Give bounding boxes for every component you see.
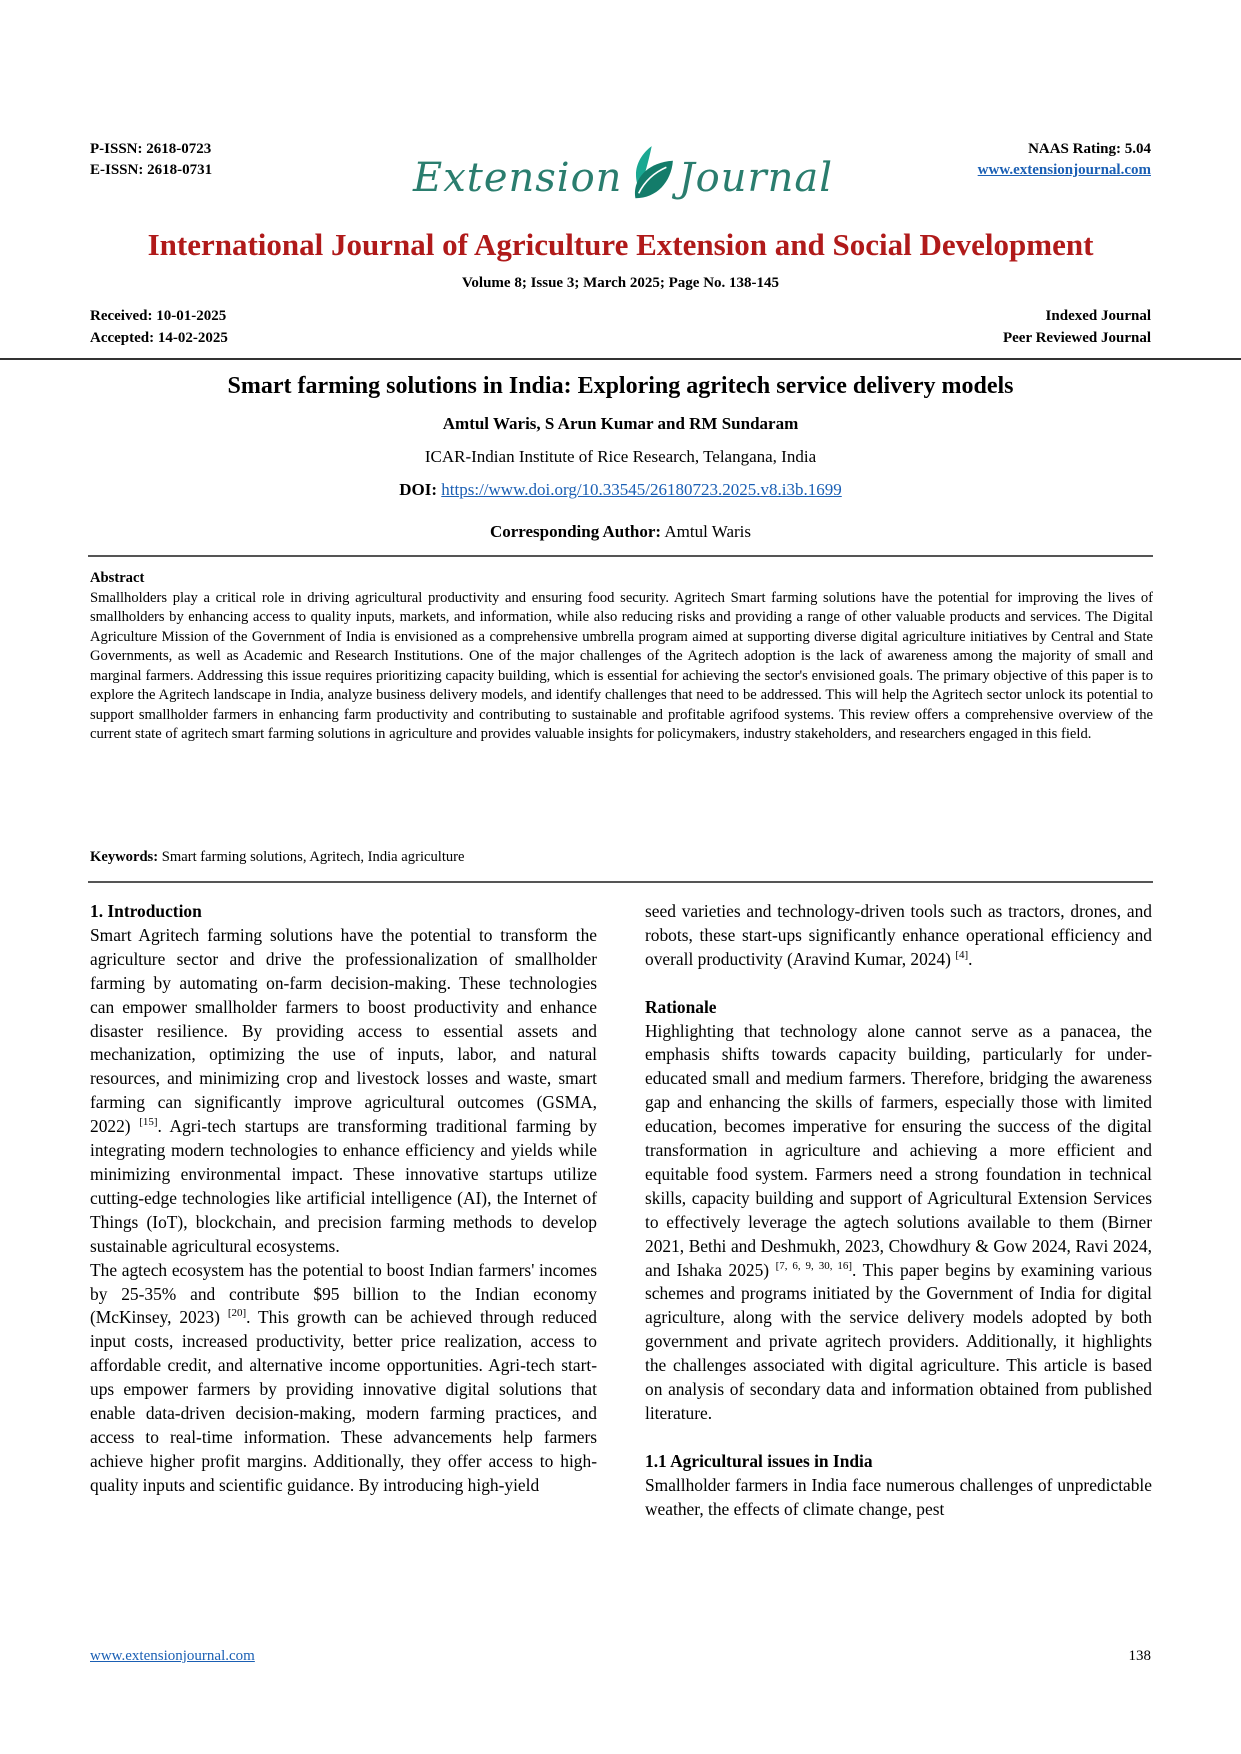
citation-ref: [15] [139,1116,158,1129]
intro-p1-text-cont: . Agri-tech startups are transforming traditional farming by integrating modern technologies to enhance efficiency and yields while minimizing environmental impact. These innovative startups utilize cutting-edge technologies like artificial intelligence (AI), the Internet of Things (IoT), blockchain, and precision farming methods to develop sustainable agricultural ecosystems. [90,1116,597,1256]
rationale-text-cont: . This paper begins by examining various schemes and programs initiated by the Government of India for digital agriculture, along with the service delivery models adopted by both government and private agritech providers. Additionally, it highlights the challenges associated with digital agriculture. This article is based on analysis of secondary data and information obtained from published literature. [645,1259,1153,1424]
right-p1-text-cont: . [968,948,973,969]
footer-website-link[interactable]: www.extensionjournal.com [90,1648,255,1664]
agricultural-issues-heading: 1.1 Agricultural issues in India [645,1450,873,1471]
corresponding-name: Amtul Waris [664,522,752,541]
page-number: 138 [1128,1648,1151,1664]
rationale-heading: Rationale [645,996,717,1017]
body-column-left [90,900,597,1498]
journal-status [1003,305,1151,349]
leaf-icon [624,138,676,208]
doi-link[interactable]: https://www.doi.org/10.33545/26180723.2025.v8.i3b.1699 [441,480,842,499]
intro-p2-text-cont: . This growth can be achieved through reduced input costs, increased productivity, better price realization, access to affordable credit, and alternative income opportunities. Agri-tech start-ups empower farmers by providing innovative digital solutions that enable data-driven decision-making, modern farming practices, and access to real-time information. These advancements help farmers achieve higher profit margins. Additionally, they offer access to high-quality inputs and scientific guidance. By introducing high-yield [90,1307,597,1495]
spacer [645,972,1152,996]
rationale-text: Highlighting that technology alone cannot serve as a panacea, the emphasis shifts towards capacity building, particularly for under-educated small and medium farmers. Therefore, bridging the awareness gap and enhancing the skills of farmers, especially those with limited education, becomes imperative for ensuring the success of the digital transformation in agriculture and achieving a more efficient and equitable food system. Farmers need a strong foundation in technical skills, capacity building and support of Agricultural Extension Services to effectively leverage the agtech solutions available to them (Birner 2021, Bethi and Deshmukh, 2023, Chowdhury & Gow 2024, Ravi 2024, and Ishaka 2025) [645,1020,1152,1280]
citation-ref: [4] [955,949,969,962]
volume-info: Volume 8; Issue 3; March 2025; Page No. 138-145 [461,275,780,291]
journal-logo [413,132,833,208]
naas-rating: NAAS Rating: 5.04 [1028,141,1151,157]
p-issn: P-ISSN: 2618-0723 [90,141,212,157]
doi-line [0,480,1241,500]
naas-block [978,139,1151,181]
journal-website-link[interactable]: www.extensionjournal.com [977,162,1151,178]
logo-text-right: Journal [678,155,833,201]
header-divider [0,358,1241,360]
abstract-top-divider [88,555,1153,557]
citation-ref: [7, 6, 9, 30, 16] [775,1259,853,1272]
right-p1-text: seed varieties and technology-driven tools such as tractors, drones, and robots, these start-ups significantly enhance operational efficiency and overall productivity (Aravind Kumar, 2024) [645,901,1152,969]
keywords-line [90,849,465,866]
abstract-section [90,569,1153,745]
doi-label: DOI: [399,480,438,499]
submission-dates [90,305,228,349]
authors: Amtul Waris, S Arun Kumar and RM Sundaram [442,414,799,433]
intro-paragraph-2 [90,1259,597,1498]
paper-title: Smart farming solutions in India: Exploring agritech service delivery models [227,373,1014,399]
citation-ref: [20] [227,1307,247,1320]
keywords-label: Keywords: [90,849,159,865]
abstract-bottom-divider [88,881,1153,883]
e-issn: E-ISSN: 2618-0731 [90,162,213,178]
affiliation: ICAR-Indian Institute of Rice Research, Telangana, India [424,447,817,466]
corresponding-label: Corresponding Author: [489,522,662,541]
body-column-right [645,900,1152,1522]
introduction-heading: 1. Introduction [90,901,202,921]
spacer [645,1426,1152,1450]
journal-title: International Journal of Agriculture Extension and Social Development [147,227,1094,262]
rationale-paragraph [645,1020,1152,1426]
intro-paragraph-1 [90,924,597,1259]
issn-block [90,139,212,181]
peer-reviewed-label: Peer Reviewed Journal [1002,330,1151,346]
indexed-label: Indexed Journal [1045,308,1151,324]
logo-text-left: Extension [413,155,623,201]
abstract-text: Smallholders play a critical role in driving agricultural productivity and ensuring food security. Agritech Smart farming solutions have the potential for improving the lives of smallholders by enhancing access to quality inputs, markets, and information, while also reducing risks and providing a range of other valuable products and services. The Digital Agriculture Mission of the Government of India is envisioned as a comprehensive umbrella program aimed at supporting diverse digital agriculture initiatives by Central and State Governments, as well as Academic and Research Institutions. One of the major challenges of the Agritech adoption is the lack of awareness among the majority of small and marginal farmers. Addressing this issue requires prioritizing capacity building, which is essential for achieving the sector's envisioned goals. The primary objective of this paper is to explore the Agritech landscape in India, analyze business delivery models, and identify challenges that need to be addressed. This will help the Agritech sector unlock its potential to support smallholder farmers in enhancing farm productivity and contributing to sustainable and profitable agrifood systems. This review offers a comprehensive overview of the current state of agritech smart farming solutions in agriculture and provides valuable insights for policymakers, industry stakeholders, and researchers engaged in this field. [90,589,1153,742]
keywords-text: Smart farming solutions, Agritech, India agriculture [161,849,465,865]
received-date: Received: 10-01-2025 [90,308,227,324]
intro-paragraph-continued [645,900,1152,972]
corresponding-author [0,522,1241,542]
accepted-date: Accepted: 14-02-2025 [90,330,228,346]
intro-p2-text: The agtech ecosystem has the potential to boost Indian farmers' incomes by 25-35% and contribute $95 billion to the Indian economy (McKinsey, 2023) [90,1259,597,1328]
abstract-heading: Abstract [90,570,145,586]
agricultural-issues-paragraph: Smallholder farmers in India face numerous challenges of unpredictable weather, the effects of climate change, pest [645,1474,1152,1519]
intro-p1-text: Smart Agritech farming solutions have the potential to transform the agriculture sector and drive the professionalization of smallholder farming by automating on-farm decision-making. These technologies can empower smallholder farmers to boost productivity and enhance disaster resilience. By providing access to essential assets and mechanization, optimizing the use of inputs, labor, and natural resources, and minimizing crop and livestock losses and waste, smart farming can significantly improve agricultural outcomes (GSMA, 2022) [90,924,597,1137]
